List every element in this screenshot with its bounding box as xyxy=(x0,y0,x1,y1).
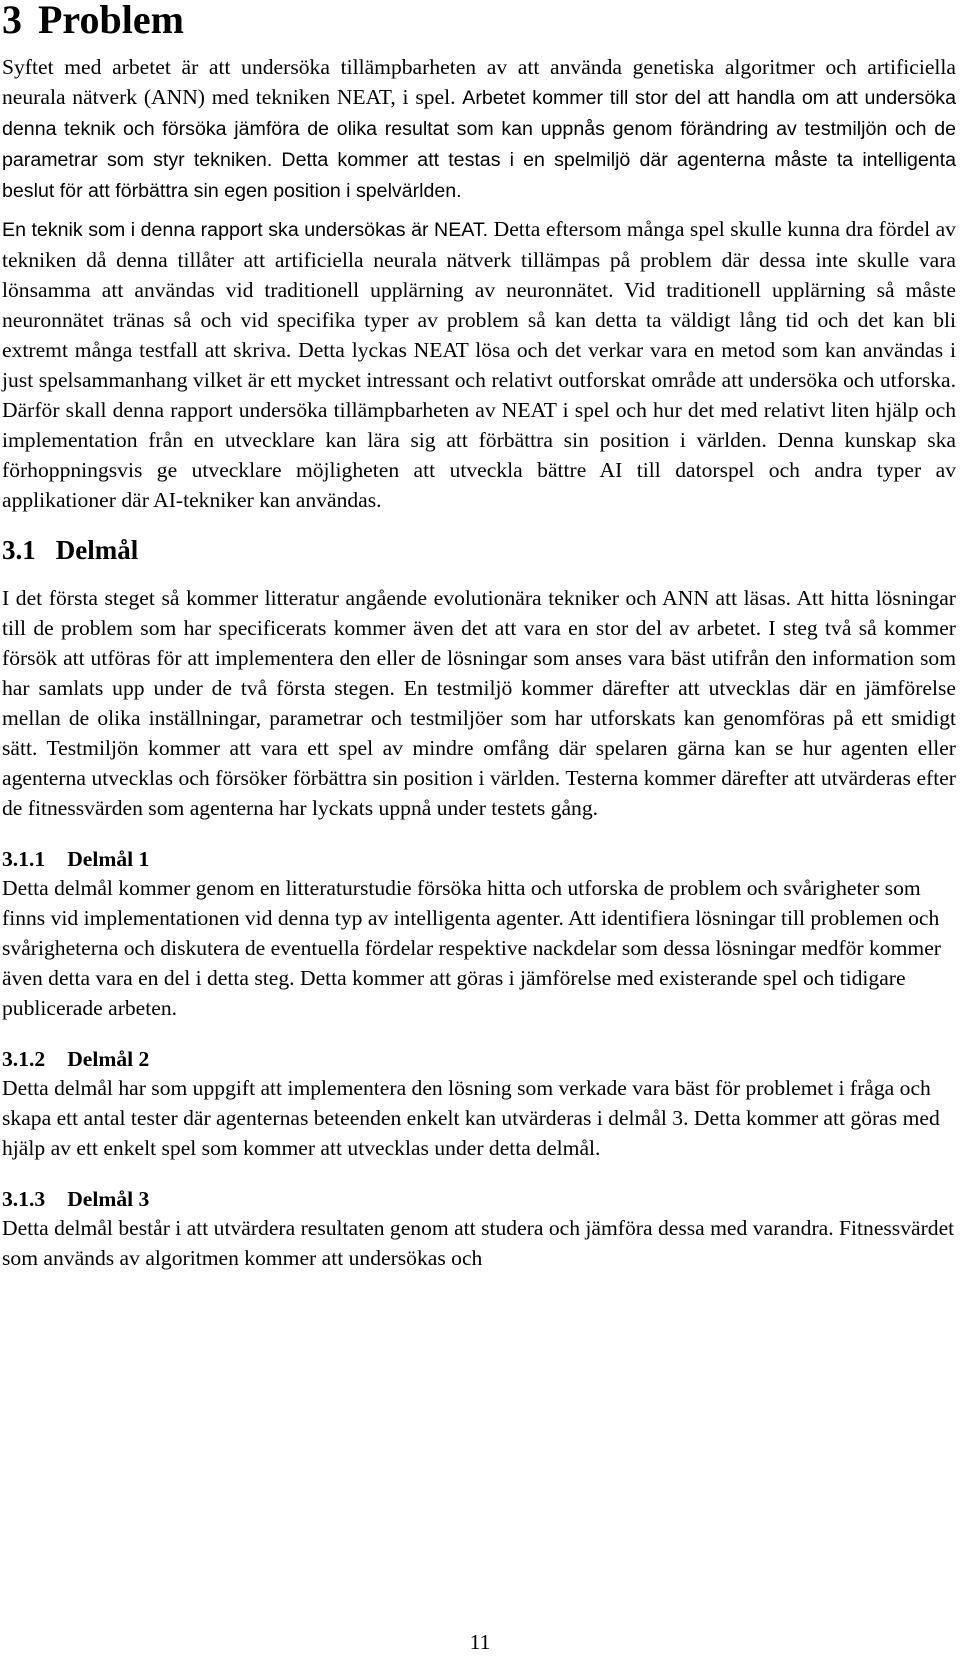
subsection-title: Delmål 3 xyxy=(67,1187,150,1211)
subsection-number: 3.1.2 xyxy=(2,1047,46,1071)
subsection-title: Delmål 1 xyxy=(67,847,150,871)
subsection-heading-delmal-3 xyxy=(2,1185,956,1213)
subsection-heading-delmal-1 xyxy=(2,845,956,873)
subsection-heading-delmal-2 xyxy=(2,1045,956,1073)
subsection-paragraph-delmal-3: Detta delmål består i att utvärdera resultaten genom att studera och jämföra dessa med varandra. Fitnessvärdet som används av algoritmen kommer att undersökas och xyxy=(2,1216,955,1270)
subsection-number: 3.1.1 xyxy=(2,847,46,871)
intro-paragraph-2-serif: Detta eftersom många spel skulle kunna dra fördel av tekniken då denna tillåter att artificiella neurala nätverk tillämpas på problem där dessa inte skulle vara lönsamma att användas vid traditionell upplärning av neuronnätet. Vid traditionell upplärning så måste neuronnätet tränas så och vid specifika typer av problem så kan detta ta väldigt lång tid och det kan bli extremt många testfall att skriva. Detta lyckas NEAT lösa och det verkar vara en metod som kan användas i just spelsammanhang vilket är ett mycket intressant och relativt outforskat område att undersöka och utforska. Därför skall denna rapport undersöka tillämpbarheten av NEAT i spel och hur det med relativt liten hjälp och implementation från en utvecklare kan lära sig att förbättra sin position i världen. Denna kunskap ska förhoppningsvis ge utvecklare möjligheten att utveckla bättre AI till datorspel och andra typer av applikationer där AI-tekniker kan användas. xyxy=(2,217,956,512)
chapter-heading xyxy=(2,0,956,42)
chapter-number: 3 xyxy=(2,0,22,42)
section-heading-delmal xyxy=(2,537,956,571)
intro-paragraph-1-serif: Syftet med arbetet är att undersöka tillämpbarheten av att använda genetiska algoritmer och artificiella neurala nätverk (ANN) med tekniken NEAT, i spel. xyxy=(2,55,956,109)
section-paragraph: I det första steget så kommer litteratur angående evolutionära tekniker och ANN att läsas. Att hitta lösningar till de problem som har specificerats kommer även det att vara en stor del av arbetet. I steg två så kommer försök att utföras för att implementera den eller de lösningar som anses vara bäst utifrån den information som har samlats upp under de två första stegen. En testmiljö kommer därefter att utvecklas där en jämförelse mellan de olika inställningar, parametrar och testmiljöer som har utforskats kan genomföras på ett smidigt sätt. Testmiljön kommer att vara ett spel av mindre omfång där spelaren gärna kan se hur agenten eller agenterna utvecklas och försöker förbättra sin position i världen. Testerna kommer därefter att utvärderas efter de fitnessvärden som agenterna har lyckats uppnå under testets gång. xyxy=(2,586,956,820)
subsection-title: Delmål 2 xyxy=(67,1047,150,1071)
subsection-number: 3.1.3 xyxy=(2,1187,46,1211)
page-content xyxy=(2,0,956,1273)
chapter-title: Problem xyxy=(38,0,184,42)
page-number: 11 xyxy=(469,1630,491,1654)
intro-paragraph-1 xyxy=(2,52,956,206)
section-title: Delmål xyxy=(55,535,139,565)
subsection-paragraph-delmal-2: Detta delmål har som uppgift att implementera den lösning som verkade vara bäst för problemet i fråga och skapa ett antal tester där agenternas beteenden enkelt kan utvärderas i delmål 3. Detta kommer att göras med hjälp av ett enkelt spel som kommer att utvecklas under detta delmål. xyxy=(2,1076,940,1160)
intro-paragraph-2 xyxy=(2,214,956,515)
intro-paragraph-1-sans: Arbetet kommer till stor del att handla om att undersöka denna teknik och försöka jämföra de olika resultat som kan uppnås genom förändring av testmiljön och de parametrar som styr tekniken. Detta kommer att testas i en spelmiljö där agenterna måste ta intelligenta beslut för att förbättra sin egen position i spelvärlden. xyxy=(2,87,956,202)
subsection-paragraph-delmal-1: Detta delmål kommer genom en litteraturstudie försöka hitta och utforska de problem och svårigheter som finns vid implementationen vid denna typ av intelligenta agenter. Att identifiera lösningar till problemen och svårigheterna och diskutera de eventuella fördelar respektive nackdelar som dessa lösningar medför kommer även detta vara en del i detta steg. Detta kommer att göras i jämförelse med existerande spel och tidigare publicerade arbeten. xyxy=(2,876,941,1020)
section-number: 3.1 xyxy=(2,535,36,565)
intro-paragraph-2-sans: En teknik som i denna rapport ska undersökas är NEAT. xyxy=(2,219,489,241)
